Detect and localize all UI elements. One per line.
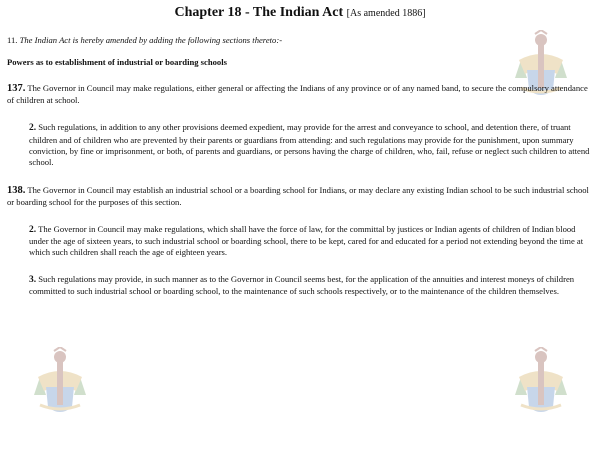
section-137-subsection-2 [7,122,592,167]
section-number: 137. [7,83,26,94]
chapter-title: Chapter 18 - The Indian Act [174,5,344,20]
section-137 [7,82,592,106]
subsection-text: The Governor in Council may make regulations, which shall have the force of law, for the committal by justices or Indian agents of children of Indian blood under the age of sixteen years, to such industrial school or boarding school, there to be kept, cared for and educated for a period not extending beyond the time at which such children shall reach the age of eighteen years. [29,224,584,258]
section-text: The Governor in Council may establish an industrial school or a boarding school for Indians, or may declare any existing Indian school to be such industrial school or boarding school for the purposes of this section. [7,184,589,208]
section-138-subsection-2 [7,224,592,258]
subsection-number: 2. [29,225,37,236]
section-138 [7,184,592,208]
section-138-subsection-3 [7,274,592,297]
subsection-text: Such regulations may provide, in such manner as to the Governor in Council seems best, for the application of the annuities and interest moneys of children committed to such industrial school or boarding school, to the maintenance of such schools respectively, or to the maintenance of the children themselves. [29,274,575,297]
intro-line [7,35,592,46]
intro-text: The Indian Act is hereby amended by adding the following sections thereto:- [19,35,283,45]
watermark-crest-icon [509,347,573,419]
subsection-number: 3. [29,275,37,286]
subsection-text: Such regulations, in addition to any other provisions deemed expedient, may provide for the arrest and conveyance to school, and detention there, of truant children and of children who are prevented by their parents or guardians from attending: and such regulations may provide for the punishment, upon summary conviction, by fine or imprisonment, or both, of parents and guardians, or persons having the charge of children, who, fail, refuse or neglect such children to attend school. [29,122,590,167]
section-number: 138. [7,184,26,196]
section-heading: Powers as to establishment of industrial or boarding schools [7,57,227,67]
section-text: The Governor in Council may make regulations, either general or affecting the Indians of any province or of any named band, to secure the compulsory attendance of children at school. [7,83,588,106]
document-body [7,35,592,313]
intro-number: 11. [7,35,18,45]
subsection-number: 2. [29,123,37,134]
amendment-note: [As amended 1886] [346,8,426,19]
page-title [0,5,600,21]
watermark-crest-icon [28,347,92,419]
